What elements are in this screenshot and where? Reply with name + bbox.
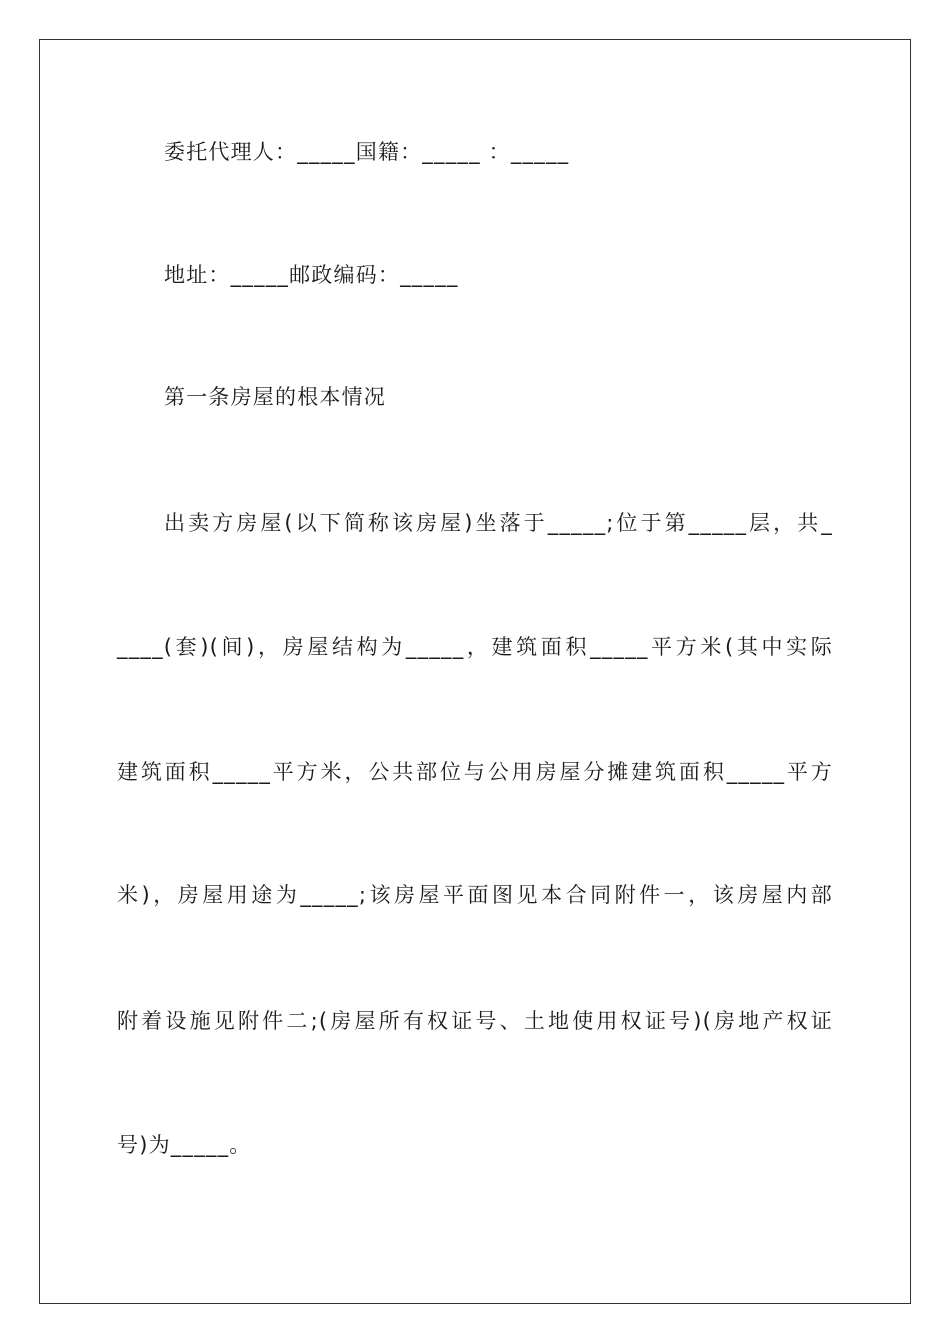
section-heading: 第一条房屋的根本情况: [164, 385, 386, 409]
agent-line: 委托代理人：_____国籍：_____ ：_____: [164, 140, 570, 164]
body-line-1: 出卖方房屋(以下简称该房屋)坐落于_____;位于第_____层，共_: [164, 511, 833, 535]
body-line-6: 号)为_____。: [117, 1133, 252, 1157]
body-line-2: ____(套)(间)，房屋结构为_____，建筑面积_____平方米(其中实际: [117, 635, 833, 659]
page-frame: [39, 39, 911, 1304]
body-line-4: 米)，房屋用途为_____;该房屋平面图见本合同附件一，该房屋内部: [117, 883, 833, 907]
body-line-5: 附着设施见附件二;(房屋所有权证号、土地使用权证号)(房地产权证: [117, 1009, 833, 1033]
body-line-3: 建筑面积_____平方米，公共部位与公用房屋分摊建筑面积_____平方: [117, 760, 833, 784]
address-line: 地址：_____邮政编码：_____: [164, 263, 459, 287]
